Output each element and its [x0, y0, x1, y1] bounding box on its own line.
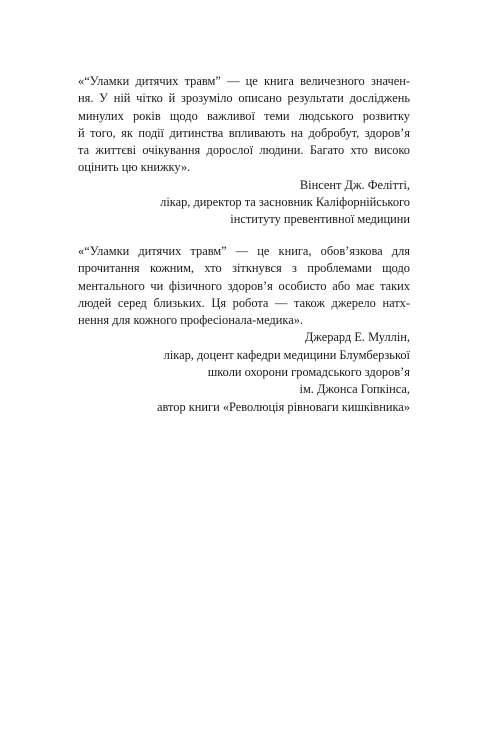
quote-line: ня. У ній чітко й зрозуміло описано результати досліджень: [78, 91, 410, 106]
author-name: Вінсент Дж. Фелітті,: [299, 177, 410, 192]
testimonial-attribution: [78, 177, 410, 229]
quote-line: ментального чи фізичного здоров’я особисто або має таких: [78, 278, 410, 293]
quote-line: нення для кожного професіонала-медика».: [78, 313, 303, 328]
quote-line: «“Уламки дитячих травм” — це книга, обов’язкова для: [78, 244, 410, 258]
author-credential: ім. Джонса Гопкінса,: [299, 382, 410, 397]
testimonial-quote: [78, 243, 410, 329]
author-credential: лікар, директор та засновник Каліфорнійського: [160, 195, 410, 210]
author-credential: автор книги «Революція рівноваги кишківника»: [156, 399, 410, 414]
author-credential: школи охорони громадського здоров’я: [207, 365, 410, 380]
quote-line: оцінить цю книжку».: [78, 160, 191, 175]
author-credential: інституту превентивної медицини: [230, 212, 410, 227]
quote-line: минулих років щодо важливої теми людського розвитку: [78, 108, 410, 123]
author-credential: лікар, доцент кафедри медицини Блумберзької: [163, 347, 410, 362]
testimonial-quote: [78, 73, 410, 177]
testimonial-felitti: [78, 73, 410, 229]
author-name: Джерард Е. Муллін,: [304, 330, 410, 345]
testimonial-mullin: [78, 243, 410, 416]
quote-line: «“Уламки дитячих травм” — це книга величезного значен-: [78, 74, 410, 88]
quote-line: й того, як події дитинства впливають на добробут, здоров’я: [78, 125, 410, 140]
testimonial-attribution: [78, 329, 410, 415]
quote-line: людей серед близьких. Ця робота — також джерело натх-: [78, 295, 410, 310]
quote-line: прочитання кожним, хто зіткнувся з проблемами щодо: [78, 261, 410, 276]
quote-line: та життєві очікування дорослої людини. Багато хто високо: [78, 143, 410, 158]
